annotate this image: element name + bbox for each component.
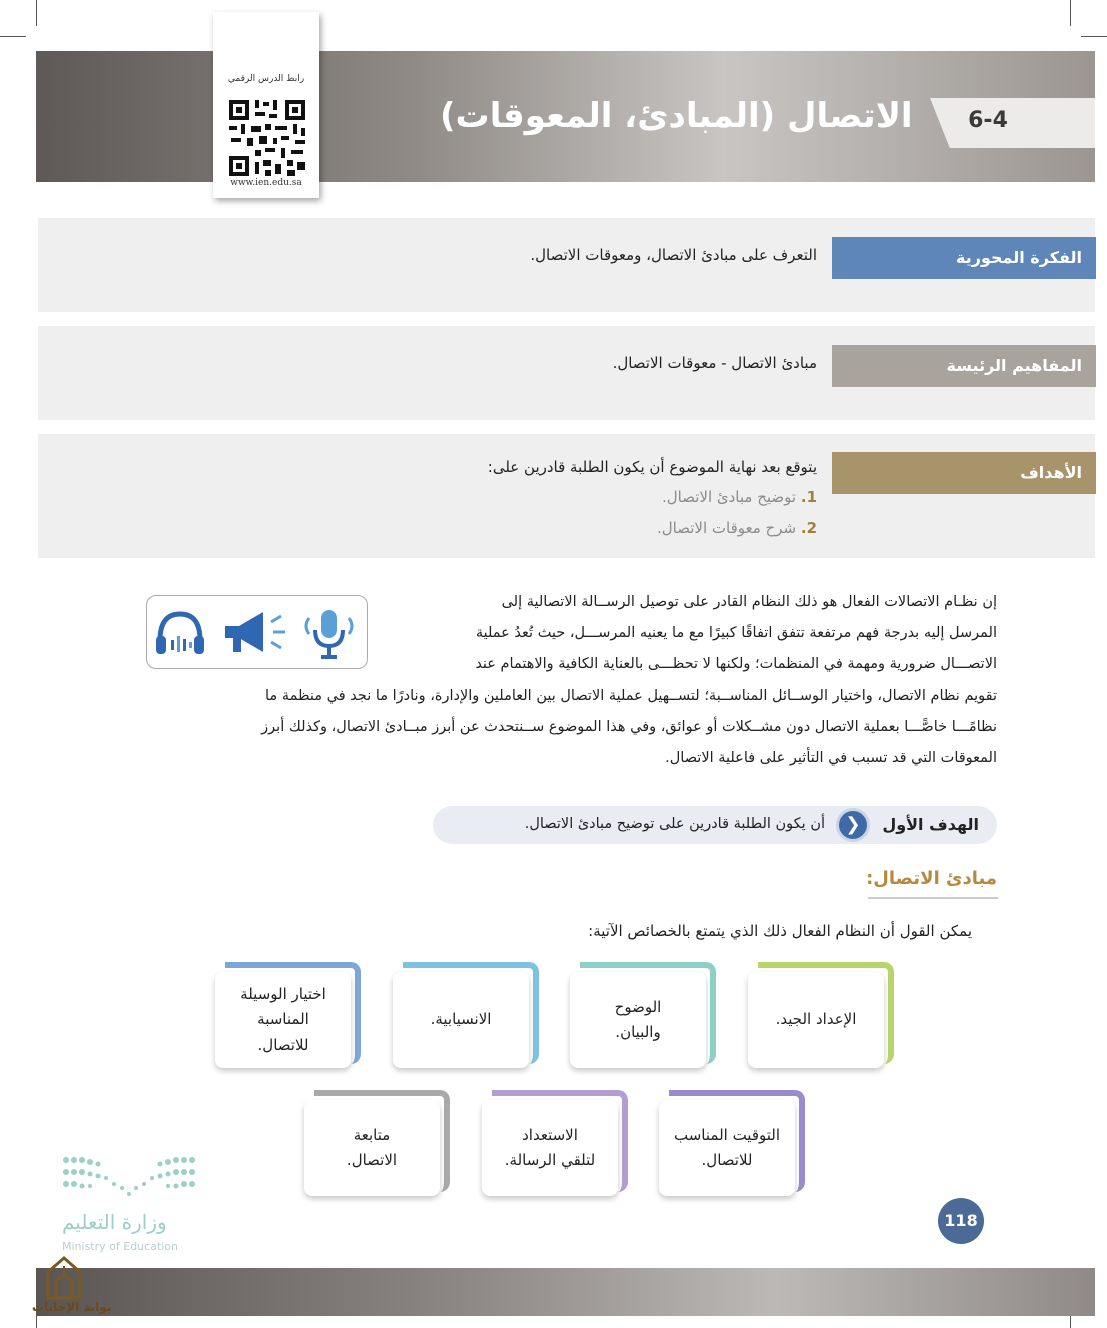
paragraph-line: الاتصـــال ضرورية ومهمة في المنظمات؛ ولكنها لا تحظـــى بالعناية الكافية والاهتمام عند xyxy=(475,656,997,672)
objective-item xyxy=(657,519,817,537)
objective-text: شرح معوقات الاتصال. xyxy=(656,519,797,537)
chapter-number: 6-4 xyxy=(968,108,1008,133)
objective-text: توضيح مبادئ الاتصال. xyxy=(661,488,797,506)
arrow-left-icon: ❮ xyxy=(836,808,870,842)
principle-card xyxy=(669,1090,805,1192)
principle-card-text: الانسيابية. xyxy=(393,972,529,1068)
objective-one-label: الهدف الأول xyxy=(882,815,979,834)
objectives-intro: يتوقع بعد نهاية الموضوع أن يكون الطلبة قادرين على: xyxy=(487,458,817,476)
crop-mark xyxy=(1081,36,1107,37)
objective-number: 1. xyxy=(800,488,817,506)
section-heading: مبادئ الاتصال: xyxy=(866,868,997,889)
headphones-icon xyxy=(153,606,207,658)
principle-card-text: الإعداد الجيد. xyxy=(748,972,884,1068)
paragraph-line: إن نظـام الاتصالات الفعال هو ذلك النظام القادر على توصيل الرســالة الاتصالية إلى xyxy=(501,594,997,610)
watermark-logo-icon xyxy=(42,1256,86,1302)
chapter-tab xyxy=(930,98,1095,148)
qr-url[interactable]: www.ien.edu.sa xyxy=(230,178,302,188)
ministry-name-english: Ministry of Education xyxy=(62,1240,179,1253)
key-concepts-tag: المفاهيم الرئيسة xyxy=(832,345,1096,387)
principle-card-text: متابعة الاتصال. xyxy=(304,1100,440,1196)
objective-number: 2. xyxy=(800,519,817,537)
central-idea-text: التعرف على مبادئ الاتصال، ومعوقات الاتصال. xyxy=(530,246,817,264)
key-concepts-text: مبادئ الاتصال - معوقات الاتصال. xyxy=(612,354,817,372)
paragraph-line: المرسل إليه بدرجة فهم مرتفعة تتفق اتفاقًا كبيرًا مع ما يعنيه المرســـل، حيث تُعدُ عملية xyxy=(475,625,997,641)
qr-label: رابط الدرس الرقمي xyxy=(227,74,305,84)
principle-card xyxy=(492,1090,628,1192)
paragraph-line: المعوقات التي قد تسبب في التأثير على فاعلية الاتصال. xyxy=(665,750,997,766)
ministry-logo-icon xyxy=(62,1154,196,1198)
microphone-icon xyxy=(297,604,361,662)
crop-mark xyxy=(0,36,26,37)
principle-card-text: التوقيت المناسب للاتصال. xyxy=(659,1100,795,1196)
principle-card xyxy=(403,962,539,1064)
section-intro: يمكن القول أن النظام الفعال ذلك الذي يتمتع بالخصائص الآتية: xyxy=(588,922,972,940)
principle-card xyxy=(758,962,894,1064)
principle-card xyxy=(580,962,716,1064)
qr-code-icon[interactable] xyxy=(225,90,309,186)
section-underline xyxy=(868,897,998,899)
crop-mark xyxy=(36,0,37,26)
footer-band xyxy=(36,1268,1095,1316)
media-icons-box xyxy=(146,595,368,669)
megaphone-icon xyxy=(221,608,289,658)
objective-one-text: أن يكون الطلبة قادرين على توضيح مبادئ الاتصال. xyxy=(524,816,825,832)
page-number: 118 xyxy=(938,1198,984,1244)
central-idea-tag: الفكرة المحورية xyxy=(832,237,1096,279)
principle-card-text: الوضوح والبيان. xyxy=(570,972,706,1068)
watermark-text: بوابة الإجابات xyxy=(32,1300,112,1314)
page-title: الاتصال (المبادئ، المعوقات) xyxy=(440,96,913,136)
qr-card[interactable] xyxy=(213,12,319,198)
principle-card xyxy=(314,1090,450,1192)
objectives-tag: الأهداف xyxy=(832,452,1096,494)
objective-item xyxy=(662,488,817,506)
principle-card xyxy=(225,962,361,1064)
paragraph-line: نظامًـــا خاصًّـــا بعملية الاتصال دون مشــكلات أو عوائق، وفي هذا الموضوع ســنتحدث عن أبرز مبــادئ الاتصال، وكذلك أبرز xyxy=(261,719,997,735)
ministry-name-arabic: وزارة التعليم xyxy=(62,1210,167,1234)
paragraph-line: تقويم نظام الاتصال، واختيار الوســائل المناســبة؛ لتســهيل عملية الاتصال بين العاملين والإدارة، ونادرًا ما نجد في منظمة ما xyxy=(265,688,997,704)
principle-card-text: الاستعداد لتلقي الرسالة. xyxy=(482,1100,618,1196)
crop-mark xyxy=(1070,0,1071,26)
principle-card-text: اختيار الوسيلة المناسبة للاتصال. xyxy=(215,972,351,1068)
